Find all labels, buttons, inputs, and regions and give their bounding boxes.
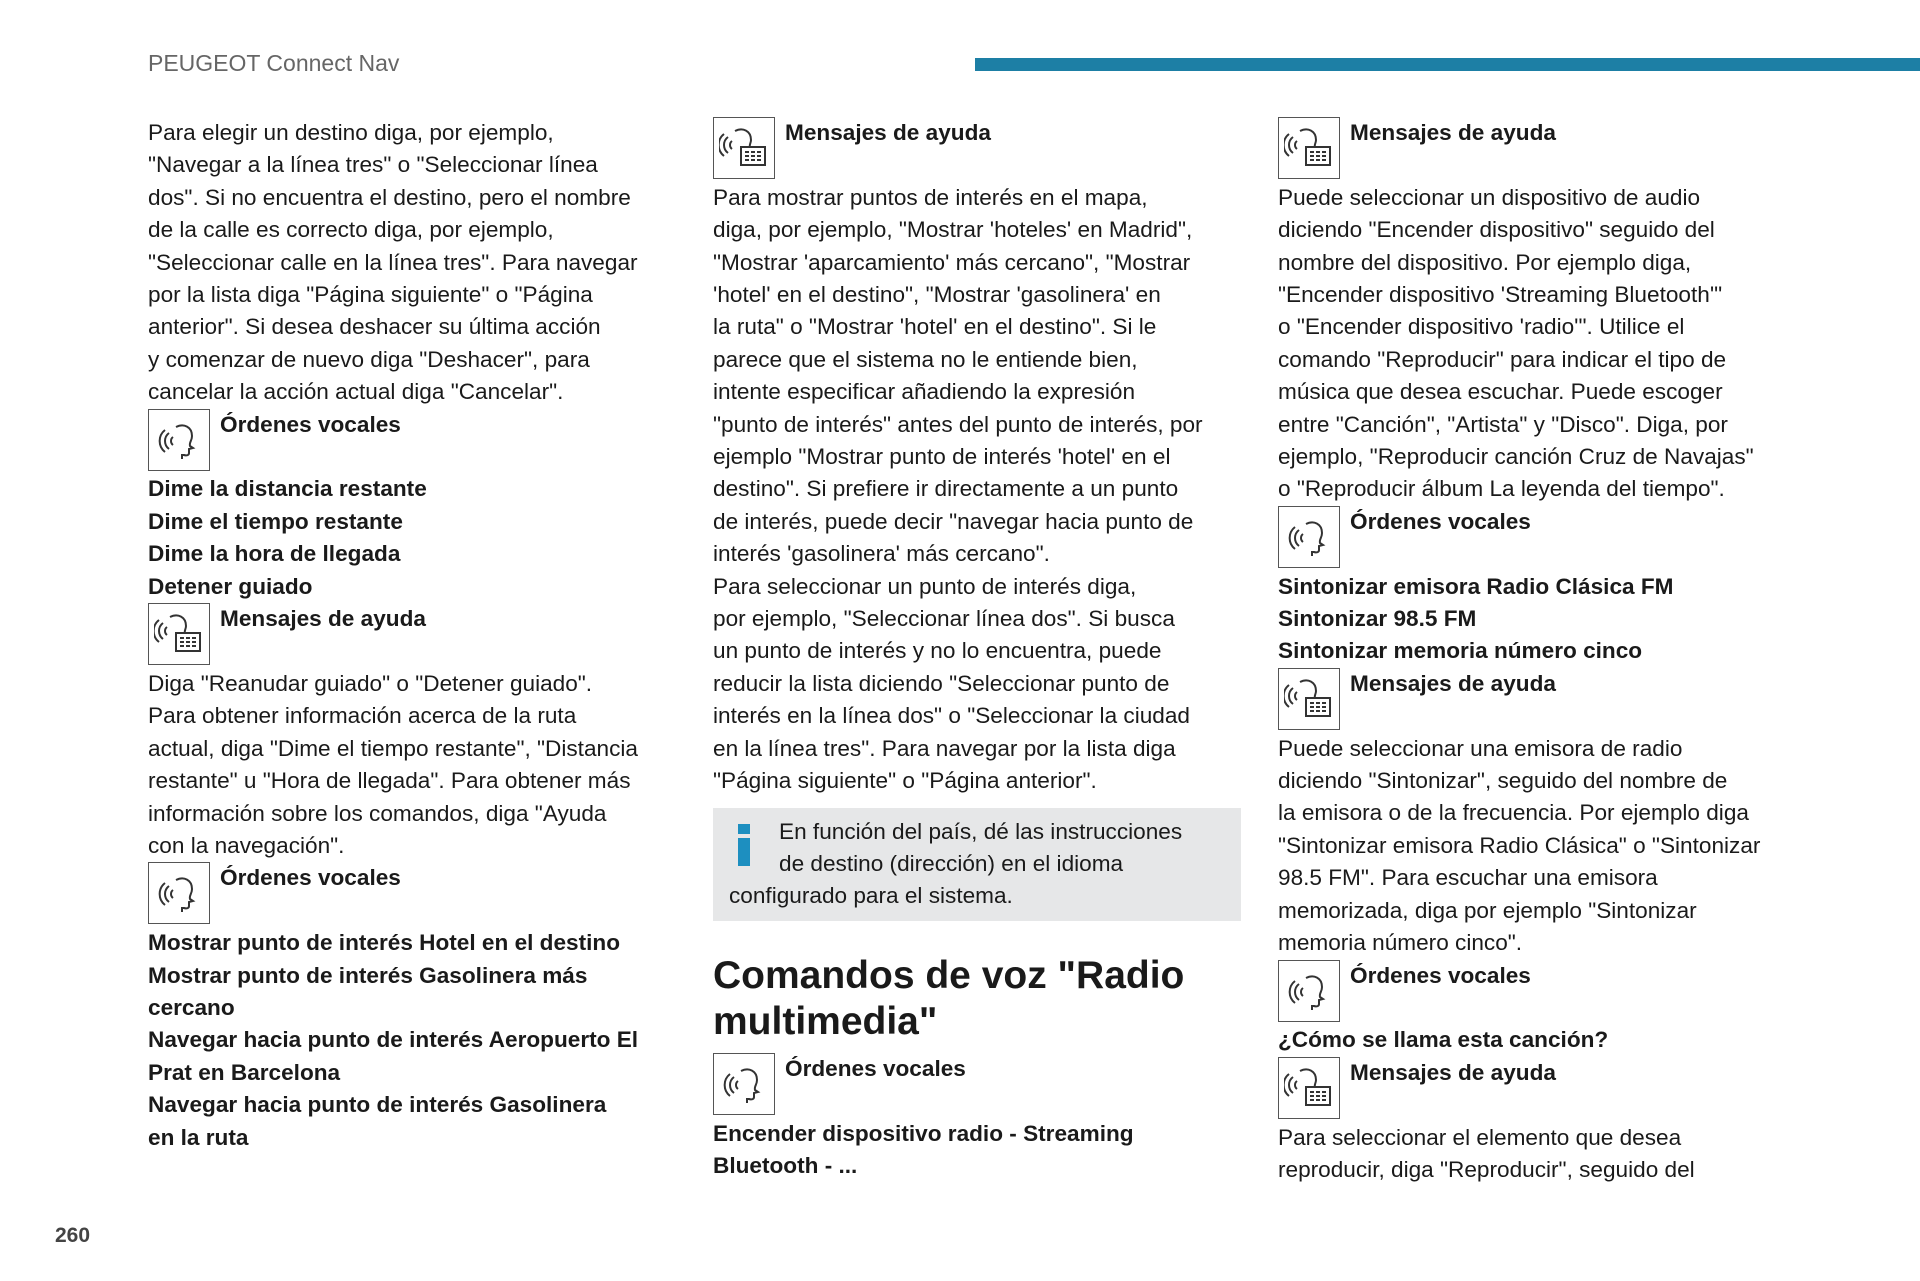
help-messages-text: Puede seleccionar una emisora de radio diciendo "Sintonizar", seguido del nombre de la emisora o de la frecuencia. Por ejemplo diga "Sintonizar emisora Radio Clásica" o "Sintonizar 98.5 FM". Para escuchar una emisora memorizada, diga por ejemplo "Sintonizar memoria número cinco". xyxy=(1278,735,1761,956)
header-title: PEUGEOT Connect Nav xyxy=(148,50,400,76)
help-messages-text: Puede seleccionar un dispositivo de audio diciendo "Encender dispositivo" seguido del nombre del dispositivo. Por ejemplo diga, "Encender dispositivo 'Streaming Bluetooth'" o "Encender dispositivo 'radio'". Utilice el comando "Reproducir" para indicar el tipo de música que desea escuchar. Puede escoger entre "Canción", "Artista" y "Disco". Diga, por ejemplo, "Reproducir canción Cruz de Navajas" o "Reproducir álbum La leyenda del tiempo". xyxy=(1278,184,1754,502)
voice-orders-list: ¿Cómo se llama esta canción? xyxy=(1278,1027,1609,1053)
help-messages-text: Diga "Reanudar guiado" o "Detener guiado". Para obtener información acerca de la ruta actual, diga "Dime el tiempo restante", "Distancia restante" u "Hora de llegada". Para obtener más información sobre los comandos, diga "Ayuda con la navegación". xyxy=(148,670,638,858)
help-messages-header xyxy=(148,603,683,668)
voice-orders-header xyxy=(148,409,683,474)
help-messages-header xyxy=(713,117,1248,182)
help-messages-label: Mensajes de ayuda xyxy=(1350,120,1556,145)
info-note-box: En función del país, dé las instrucciones de destino (dirección) en el idioma configurado para el sistema. xyxy=(713,808,1241,921)
voice-orders-list: Mostrar punto de interés Hotel en el destino Mostrar punto de interés Gasolinera más cercano Navegar hacia punto de interés Aeropuerto El Prat en Barcelona Navegar hacia punto de interés Gasolinera en la ruta xyxy=(148,930,639,1150)
help-keypad-icon xyxy=(713,117,775,179)
help-messages-label: Mensajes de ayuda xyxy=(1350,1059,1556,1085)
voice-orders-label: Órdenes vocales xyxy=(785,1055,966,1081)
voice-orders-header xyxy=(1278,960,1813,1025)
page-number: 260 xyxy=(55,1224,91,1247)
voice-orders-label: Órdenes vocales xyxy=(1350,508,1531,534)
help-keypad-icon xyxy=(148,603,210,665)
voice-orders-label: Órdenes vocales xyxy=(220,865,401,891)
help-keypad-icon xyxy=(1278,117,1340,179)
voice-orders-header xyxy=(148,862,683,927)
help-messages-text: Para mostrar puntos de interés en el mapa, diga, por ejemplo, "Mostrar 'hoteles' en Madrid", "Mostrar 'aparcamiento' más cercano", "Mostrar 'hotel' en el destino", "Mostrar 'gasolinera' en la ruta" o "Mostrar 'hotel' en el destino". Si le parece que el sistema no le entiende bien, intente especificar añadiendo la expresión "punto de interés" antes del punto de interés, por ejemplo "Mostrar punto de interés 'hotel' en el destino". Si prefiere ir directamente a un punto de interés, puede decir "navegar hacia punto de interés 'gasolinera' más cercano". Para seleccionar un punto de interés diga, por ejemplo, "Seleccionar línea dos". Si busca un punto de interés y no lo encuentra, puede reducir la lista diciendo "Seleccionar punto de interés en la línea dos" o "Seleccionar la ciudad en la línea tres". Para navegar por la lista diga "Página siguiente" o "Página anterior". xyxy=(713,184,1203,794)
voice-orders-header xyxy=(713,1053,1248,1118)
column-1 xyxy=(148,117,683,1154)
intro-paragraph: Para elegir un destino diga, por ejemplo, "Navegar a la línea tres" o "Seleccionar línea dos". Si no encuentra el destino, pero el nombre de la calle es correcto diga, por ejemplo, "Seleccionar calle en la línea tres". Para navegar por la lista diga "Página siguiente" o "Página anterior". Si desea deshacer su última acción y comenzar de nuevo diga "Deshacer", para cancelar la acción actual diga "Cancelar". xyxy=(148,120,638,405)
help-messages-header xyxy=(1278,1057,1813,1122)
help-messages-text: Para seleccionar el elemento que desea reproducir, diga "Reproducir", seguido del xyxy=(1278,1124,1695,1182)
column-3 xyxy=(1278,117,1813,1186)
voice-command-icon xyxy=(1278,506,1340,568)
voice-command-icon xyxy=(1278,960,1340,1022)
info-icon xyxy=(735,824,753,866)
voice-orders-list: Sintonizar emisora Radio Clásica FM Sintonizar 98.5 FM Sintonizar memoria número cinco xyxy=(1278,573,1674,664)
voice-command-icon xyxy=(148,862,210,924)
help-messages-header xyxy=(1278,117,1813,182)
voice-orders-list: Dime la distancia restante Dime el tiempo restante Dime la hora de llegada Detener guiado xyxy=(148,476,427,599)
voice-command-icon xyxy=(713,1053,775,1115)
help-messages-label: Mensajes de ayuda xyxy=(785,120,991,145)
help-messages-label: Mensajes de ayuda xyxy=(1350,670,1556,696)
help-messages-header xyxy=(1278,668,1813,733)
header-accent-bar xyxy=(975,58,1920,71)
voice-orders-list: Encender dispositivo radio - Streaming Bluetooth - ... xyxy=(713,1120,1134,1178)
voice-orders-label: Órdenes vocales xyxy=(1350,962,1531,988)
help-messages-label: Mensajes de ayuda xyxy=(220,606,426,632)
voice-orders-label: Órdenes vocales xyxy=(220,411,401,437)
help-keypad-icon xyxy=(1278,668,1340,730)
column-2 xyxy=(713,117,1248,1182)
voice-orders-header xyxy=(1278,506,1813,571)
help-keypad-icon xyxy=(1278,1057,1340,1119)
section-title: Comandos de voz "Radio multimedia" xyxy=(713,953,1185,1043)
voice-command-icon xyxy=(148,409,210,471)
